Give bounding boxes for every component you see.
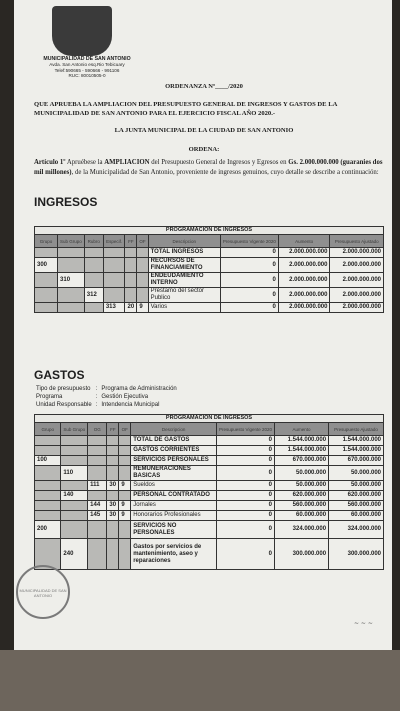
gastos-cell-vig: 0 [217,521,275,539]
gastos-cell-aum: 620.000.000 [274,491,328,501]
ingresos-cell-aj: 2.000.000.000 [330,248,384,258]
gastos-cell-ff [107,436,119,446]
gastos-meta-row [34,393,179,401]
gastos-row [35,501,384,511]
gastos-cell-desc: Gastos por servicios de mantenimiento, aseo y reparaciones [131,539,217,570]
ingresos-cell-c6 [137,273,148,288]
gastos-col-header: Grupo [35,423,61,436]
ingresos-cell-aum: 2.000.000.000 [278,303,330,313]
ingresos-cell-c4 [103,258,125,273]
gastos-cell-desc: SERVICIOS NO PERSONALES [131,521,217,539]
gastos-cell-aum: 1.544.000.000 [274,436,328,446]
document-page [14,0,392,650]
gastos-row [35,491,384,501]
gastos-cell-aj: 50.000.000 [329,481,384,491]
ingresos-cell-aj: 2.000.000.000 [330,303,384,313]
ordinance-title: ORDENANZA Nº____/2020 [165,83,243,90]
ingresos-cell-c3 [84,258,103,273]
gastos-cell-aum: 670.000.000 [274,456,328,466]
ingresos-cell-c5 [125,248,137,258]
ingresos-cell-desc: Varios [148,303,220,313]
stamp-text: MUNICIPALIDAD DE SAN ANTONIO [19,588,67,598]
gastos-cell-vig: 0 [217,466,275,481]
ingresos-col-header: Aumento [278,235,330,248]
gastos-meta-row [34,401,179,409]
meta-value: Gestión Ejecutiva [101,394,149,400]
article-text-1: Apruébese la [66,159,103,166]
gastos-cell-ff: 30 [107,511,119,521]
ingresos-cell-c6 [137,248,148,258]
ingresos-cell-aj: 2.000.000.000 [330,288,384,303]
municipal-logo [52,6,112,56]
ingresos-cell-c2 [58,258,85,273]
ingresos-cell-c6: 9 [137,303,148,313]
ruc: RUC: 80010505-0 [68,73,106,79]
gastos-cell-g [35,501,61,511]
gastos-cell-vig: 0 [217,539,275,570]
ingresos-cell-aj: 2.000.000.000 [330,273,384,288]
ingresos-cell-c1 [35,288,58,303]
handwritten-signature: ~ ~ ~ [354,620,373,627]
ingresos-table [34,226,384,313]
ingresos-col-header: Rubro [84,235,103,248]
gastos-cell-of: 9 [119,501,131,511]
gastos-cell-aum: 560.000.000 [274,501,328,511]
gastos-col-header: OG [88,423,107,436]
meta-colon: : [95,386,98,392]
gastos-cell-of: 9 [119,511,131,521]
gastos-row [35,511,384,521]
gastos-cell-sg [61,511,88,521]
article-bold-1: AMPLIACION [104,159,150,166]
ingresos-cell-c2 [58,248,85,258]
meta-colon: : [95,394,98,400]
gastos-cell-of [119,446,131,456]
gastos-cell-aj: 560.000.000 [329,501,384,511]
ingresos-col-header: Sub Grupo [58,235,85,248]
gastos-cell-og [88,446,107,456]
ingresos-cell-c4 [103,288,125,303]
gastos-row [35,436,384,446]
gastos-cell-aum: 1.544.000.000 [274,446,328,456]
gastos-col-header: FF [107,423,119,436]
ingresos-cell-c2: 310 [58,273,85,288]
ingresos-cell-c5: 20 [125,303,137,313]
ingresos-cell-desc: RECURSOS DE FINANCIAMIENTO [148,258,220,273]
gastos-cell-sg: 110 [61,466,88,481]
ingresos-cell-c4: 313 [103,303,125,313]
ingresos-cell-c6 [137,288,148,303]
ingresos-cell-c4 [103,273,125,288]
ingresos-cell-aj: 2.000.000.000 [330,258,384,273]
ingresos-cell-c3: 312 [84,288,103,303]
ingresos-cell-c3 [84,248,103,258]
gastos-cell-of: 9 [119,481,131,491]
ingresos-row [35,303,384,313]
gastos-cell-og [88,436,107,446]
junta-heading: LA JUNTA MUNICIPAL DE LA CIUDAD DE SAN ANTONIO [114,127,294,134]
municipal-stamp [16,565,70,619]
meta-label: Tipo de presupuesto [36,386,91,392]
ingresos-cell-aum: 2.000.000.000 [278,273,330,288]
gastos-cell-aj: 300.000.000 [329,539,384,570]
ingresos-heading: INGRESOS [34,195,98,209]
gastos-heading: GASTOS [34,368,85,382]
address: Avda. San Antonio esq.Rio Tebicuary [49,62,125,68]
gastos-cell-of [119,436,131,446]
gastos-cell-of [119,491,131,501]
ingresos-table-caption: PROGRAMACION DE INGRESOS [35,227,384,235]
gastos-cell-og [88,456,107,466]
ingresos-cell-vig: 0 [220,248,278,258]
ingresos-row [35,273,384,288]
ingresos-cell-c5 [125,288,137,303]
gastos-table [34,414,384,570]
ingresos-row [35,288,384,303]
article-1 [34,158,384,177]
gastos-cell-ff [107,466,119,481]
gastos-col-header: Presupuesto Vigente 2020 [217,423,275,436]
gastos-cell-aj: 50.000.000 [329,466,384,481]
ingresos-cell-vig: 0 [220,273,278,288]
gastos-cell-aum: 50.000.000 [274,481,328,491]
gastos-cell-desc: GASTOS CORRIENTES [131,446,217,456]
gastos-cell-ff [107,446,119,456]
floor-background [0,650,400,711]
gastos-cell-desc: TOTAL DE GASTOS [131,436,217,446]
gastos-cell-og: 144 [88,501,107,511]
ingresos-cell-c1 [35,303,58,313]
gastos-cell-of [119,539,131,570]
gastos-cell-vig: 0 [217,491,275,501]
ingresos-cell-c1 [35,248,58,258]
gastos-cell-desc: REMUNERACIONES BASICAS [131,466,217,481]
gastos-cell-aj: 1.544.000.000 [329,446,384,456]
gastos-cell-aj: 620.000.000 [329,491,384,501]
gastos-cell-sg [61,446,88,456]
gastos-row [35,481,384,491]
ingresos-cell-desc: TOTAL INGRESOS [148,248,220,258]
gastos-cell-vig: 0 [217,511,275,521]
municipality-name: MUNICIPALIDAD DE SAN ANTONIO [43,56,131,62]
gastos-cell-desc: Jornales [131,501,217,511]
gastos-cell-sg [61,436,88,446]
gastos-cell-aj: 60.000.000 [329,511,384,521]
gastos-meta-row [34,385,179,393]
ingresos-col-header: Especif. [103,235,125,248]
ingresos-cell-vig: 0 [220,303,278,313]
gastos-cell-ff: 30 [107,481,119,491]
article-text-3: , de la Municipalidad de San Antonio, proveniente de ingresos genuinos, cuyo detalle se describe a continuación: [71,168,379,176]
ingresos-col-header: OF [137,235,148,248]
gastos-cell-of [119,466,131,481]
gastos-cell-desc: PERSONAL CONTRATADO [131,491,217,501]
gastos-table-caption: PROGRAMACION DE INGRESOS [35,415,384,423]
ingresos-cell-desc: ENDEUDAMIENTO INTERNO [148,273,220,288]
article-label: Artículo 1º [34,159,66,166]
gastos-cell-vig: 0 [217,446,275,456]
gastos-cell-g [35,511,61,521]
gastos-col-header: Aumento [274,423,328,436]
ingresos-cell-vig: 0 [220,288,278,303]
gastos-row [35,466,384,481]
gastos-cell-aum: 300.000.000 [274,539,328,570]
ingresos-cell-aum: 2.000.000.000 [278,258,330,273]
ingresos-cell-desc: Préstamo del sector Publico [148,288,220,303]
gastos-cell-sg [61,501,88,511]
gastos-cell-desc: Honorarios Profesionales [131,511,217,521]
ingresos-cell-c4 [103,248,125,258]
meta-value: Programa de Administración [101,386,177,392]
gastos-cell-aj: 324.000.000 [329,521,384,539]
gastos-cell-aum: 324.000.000 [274,521,328,539]
gastos-cell-g [35,436,61,446]
meta-label: Programa [36,394,63,400]
gastos-cell-ff: 30 [107,501,119,511]
gastos-cell-sg [61,521,88,539]
gastos-meta [34,385,179,409]
gastos-cell-sg [61,481,88,491]
gastos-cell-og [88,539,107,570]
gastos-row [35,446,384,456]
gastos-cell-ff [107,521,119,539]
gastos-cell-of [119,521,131,539]
ordinance-purpose: QUE APRUEBA LA AMPLIACION DEL PRESUPUESTO GENERAL DE INGRESOS Y GASTOS DE LA MUNICIPALIDAD DE SAN ANTONIO PARA EL EJERCICIO FISCAL AÑO 2020.- [34,101,338,117]
gastos-cell-og: 111 [88,481,107,491]
gastos-cell-g: 200 [35,521,61,539]
gastos-cell-of [119,456,131,466]
ingresos-cell-c1: 300 [35,258,58,273]
gastos-cell-og [88,521,107,539]
gastos-cell-desc: SERVICIOS PERSONALES [131,456,217,466]
gastos-cell-vig: 0 [217,436,275,446]
gastos-cell-desc: Sueldos [131,481,217,491]
gastos-row [35,456,384,466]
gastos-cell-og: 145 [88,511,107,521]
ingresos-row [35,258,384,273]
gastos-cell-vig: 0 [217,501,275,511]
ingresos-cell-c1 [35,273,58,288]
gastos-cell-sg: 240 [61,539,88,570]
gastos-cell-og [88,491,107,501]
gastos-cell-aj: 1.544.000.000 [329,436,384,446]
gastos-cell-ff [107,539,119,570]
gastos-cell-g [35,466,61,481]
gastos-cell-sg [61,456,88,466]
ingresos-col-header: Descripcion [148,235,220,248]
ingresos-cell-c3 [84,273,103,288]
gastos-col-header: Descripcion [131,423,217,436]
gastos-cell-ff [107,456,119,466]
gastos-cell-vig: 0 [217,481,275,491]
ingresos-cell-c5 [125,258,137,273]
meta-label: Unidad Responsable [36,402,92,408]
gastos-cell-g [35,491,61,501]
letterhead [32,57,142,79]
ingresos-cell-c6 [137,258,148,273]
ingresos-cell-c2 [58,288,85,303]
meta-colon: : [95,402,98,408]
gastos-cell-aum: 60.000.000 [274,511,328,521]
article-bold-2: Gs. 2.000.000.000 (guaranies dos mil millones) [34,159,383,176]
gastos-col-header: OF [119,423,131,436]
gastos-cell-g: 100 [35,456,61,466]
gastos-col-header: Sub Grupo [61,423,88,436]
gastos-row [35,521,384,539]
phones: Telef:590665 - 590666 - 991106 [54,67,120,73]
ingresos-cell-vig: 0 [220,258,278,273]
gastos-cell-og [88,466,107,481]
ingresos-cell-aum: 2.000.000.000 [278,288,330,303]
ingresos-col-header: Presupuesto Vigente 2020 [220,235,278,248]
gastos-col-header: Presupuesto Ajustado [329,423,384,436]
gastos-cell-sg: 140 [61,491,88,501]
gastos-cell-aum: 50.000.000 [274,466,328,481]
gastos-cell-g [35,446,61,456]
ingresos-row [35,248,384,258]
ingresos-cell-c5 [125,273,137,288]
ingresos-cell-c3 [84,303,103,313]
ingresos-col-header: Grupo [35,235,58,248]
ingresos-col-header: Presupuesto Ajustado [330,235,384,248]
gastos-cell-aj: 670.000.000 [329,456,384,466]
ingresos-cell-aum: 2.000.000.000 [278,248,330,258]
ingresos-col-header: FF [125,235,137,248]
ordena-heading: ORDENA: [188,146,220,153]
gastos-cell-g [35,481,61,491]
ingresos-cell-c2 [58,303,85,313]
article-text-2: del Presupuesto General de Ingresos y Egresos en [151,159,287,166]
gastos-row [35,539,384,570]
meta-value: Intendencia Municipal [101,402,160,408]
gastos-cell-vig: 0 [217,456,275,466]
gastos-cell-ff [107,491,119,501]
